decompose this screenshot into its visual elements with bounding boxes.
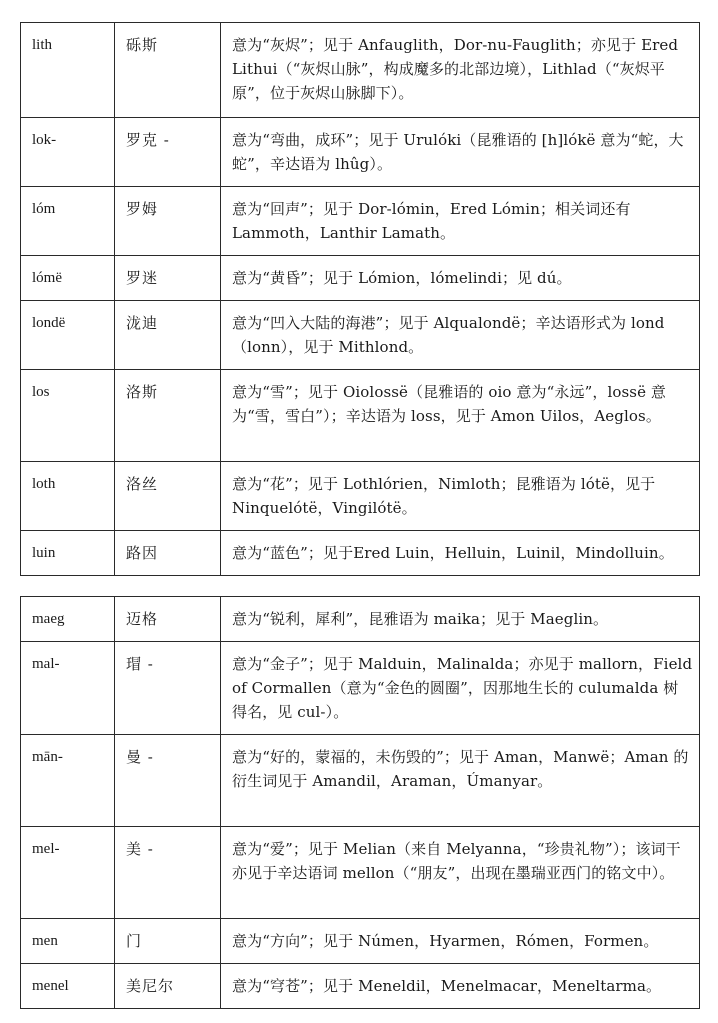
table-row: [21, 23, 700, 118]
table-row: [21, 597, 700, 642]
term-cell: men: [21, 919, 115, 964]
transliteration-cell: 门: [115, 919, 221, 964]
table-row: [21, 187, 700, 256]
transliteration-cell: 罗克 -: [115, 118, 221, 187]
table-row: [21, 642, 700, 735]
transliteration-cell: 迈格: [115, 597, 221, 642]
transliteration-cell: 罗迷: [115, 256, 221, 301]
transliteration-cell: 洛丝: [115, 462, 221, 531]
term-cell: maeg: [21, 597, 115, 642]
meaning-cell: 意为“花”；见于 Lothlórien，Nimloth；昆雅语为 lótë，见于 Ninquelótë，Vingilótë。: [221, 462, 700, 531]
meaning-cell: 意为“蓝色”；见于Ered Luin，Helluin，Luinil，Mindolluin。: [221, 531, 700, 576]
table-row: [21, 370, 700, 462]
term-cell: lómë: [21, 256, 115, 301]
term-cell: londë: [21, 301, 115, 370]
meaning-cell: 意为“黄昏”；见于 Lómion，lómelindi；见 dú。: [221, 256, 700, 301]
meaning-cell: 意为“雪”；见于 Oiolossë（昆雅语的 oio 意为“永远”，lossë 意为“雪，雪白”）；辛达语为 loss，见于 Amon Uilos，Aeglos。: [221, 370, 700, 462]
table-row: [21, 531, 700, 576]
meaning-cell: 意为“方向”；见于 Númen，Hyarmen，Rómen，Formen。: [221, 919, 700, 964]
meaning-cell: 意为“弯曲，成环”；见于 Urulóki（昆雅语的 [h]lókë 意为“蛇，大蛇”，辛达语为 lhûg）。: [221, 118, 700, 187]
table-row: [21, 964, 700, 1009]
term-cell: loth: [21, 462, 115, 531]
table-row: [21, 919, 700, 964]
meaning-cell: 意为“凹入大陆的海港”；见于 Alqualondë；辛达语形式为 lond（lonn），见于 Mithlond。: [221, 301, 700, 370]
term-cell: los: [21, 370, 115, 462]
term-cell: mel-: [21, 827, 115, 919]
term-cell: luin: [21, 531, 115, 576]
transliteration-cell: 瑁 -: [115, 642, 221, 735]
table-row: [21, 256, 700, 301]
transliteration-cell: 曼 -: [115, 735, 221, 827]
term-cell: lith: [21, 23, 115, 118]
transliteration-cell: 路因: [115, 531, 221, 576]
table-row: [21, 827, 700, 919]
transliteration-cell: 洛斯: [115, 370, 221, 462]
transliteration-cell: 美 -: [115, 827, 221, 919]
term-cell: mān-: [21, 735, 115, 827]
meaning-cell: 意为“回声”；见于 Dor-lómin，Ered Lómin；相关词还有 Lammoth，Lanthir Lamath。: [221, 187, 700, 256]
term-cell: menel: [21, 964, 115, 1009]
meaning-cell: 意为“穹苍”；见于 Meneldil，Menelmacar，Meneltarma。: [221, 964, 700, 1009]
term-cell: lok-: [21, 118, 115, 187]
transliteration-cell: 罗姆: [115, 187, 221, 256]
meaning-cell: 意为“锐利，犀利”，昆雅语为 maika；见于 Maeglin。: [221, 597, 700, 642]
meaning-cell: 意为“灰烬”；见于 Anfauglith，Dor-nu-Fauglith；亦见于 Ered Lithui（“灰烬山脉”，构成魔多的北部边境），Lithlad（“灰烬平原”，位于灰烬山脉脚下）。: [221, 23, 700, 118]
table-row: [21, 118, 700, 187]
glossary-table-m: [20, 596, 700, 1009]
transliteration-cell: 泷迪: [115, 301, 221, 370]
term-cell: lóm: [21, 187, 115, 256]
meaning-cell: 意为“爱”；见于 Melian（来自 Melyanna，“珍贵礼物”）；该词干亦见于辛达语词 mellon（“朋友”，出现在墨瑞亚西门的铭文中）。: [221, 827, 700, 919]
table-row: [21, 462, 700, 531]
transliteration-cell: 砾斯: [115, 23, 221, 118]
meaning-cell: 意为“金子”；见于 Malduin，Malinalda；亦见于 mallorn，Field of Cormallen（意为“金色的圆圈”，因那地生长的 culumalda 树得名，见 cul-）。: [221, 642, 700, 735]
transliteration-cell: 美尼尔: [115, 964, 221, 1009]
meaning-cell: 意为“好的，蒙福的，未伤毁的”；见于 Aman，Manwë；Aman 的衍生词见于 Amandil，Araman，Úmanyar。: [221, 735, 700, 827]
table-row: [21, 301, 700, 370]
table-row: [21, 735, 700, 827]
glossary-table-l: [20, 22, 700, 576]
term-cell: mal-: [21, 642, 115, 735]
